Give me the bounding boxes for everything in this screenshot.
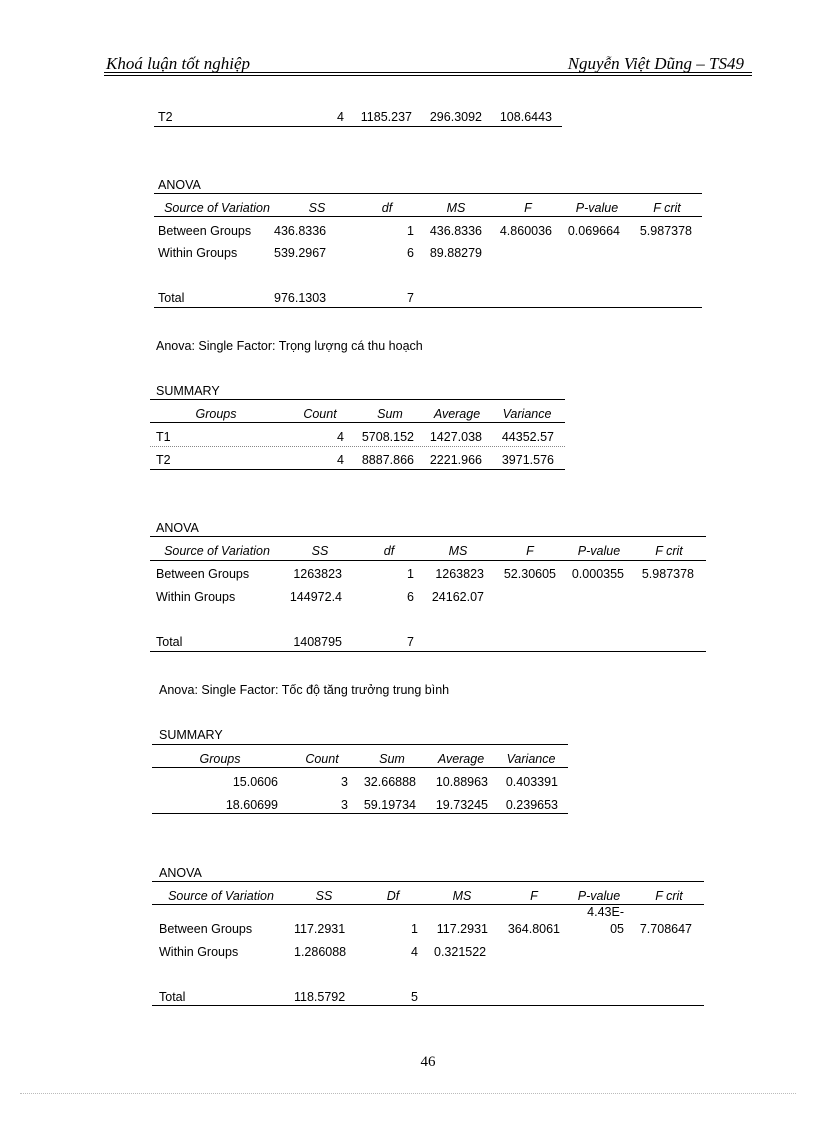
summary-title: SUMMARY — [159, 728, 223, 742]
cell: T2 — [158, 110, 173, 124]
cell: 3 — [341, 798, 348, 812]
summary-title: SUMMARY — [156, 384, 220, 398]
column-header: Count — [303, 407, 337, 421]
column-header: Variance — [506, 752, 556, 766]
table-rule — [152, 881, 704, 882]
cell: T1 — [156, 430, 171, 444]
cell: 10.88963 — [435, 775, 488, 789]
cell: 59.19734 — [363, 798, 416, 812]
cell: 0.321522 — [434, 945, 487, 959]
header-left-text: Khoá luận tốt nghiệp — [106, 54, 251, 73]
table-rule — [154, 193, 702, 194]
cell: 108.6443 — [499, 110, 552, 124]
p-value-cell-line2: 05 — [610, 922, 624, 936]
cell: 1185.237 — [360, 110, 412, 124]
table-rule — [152, 813, 568, 814]
column-header: Source of Variation — [164, 544, 270, 558]
column-header: Df — [386, 889, 400, 903]
column-header: Count — [305, 752, 339, 766]
column-header: Variance — [502, 407, 552, 421]
cell: 19.73245 — [435, 798, 488, 812]
table-rule — [150, 469, 565, 470]
table-rule — [150, 651, 706, 652]
column-header: Groups — [195, 407, 237, 421]
table-rule — [154, 307, 702, 308]
cell: 4 — [337, 110, 344, 124]
column-header: df — [381, 201, 393, 215]
cell: 976.1303 — [274, 291, 327, 305]
cell: 1263823 — [293, 567, 342, 581]
column-header: F — [524, 201, 532, 215]
column-header: MS — [448, 544, 468, 558]
anova-title: ANOVA — [156, 521, 199, 535]
column-header: SS — [315, 889, 333, 903]
cell: 0.069664 — [567, 224, 620, 238]
column-header: Source of Variation — [164, 201, 270, 215]
cell: 4 — [337, 430, 344, 444]
cell: 118.5792 — [294, 990, 346, 1004]
cell: 52.30605 — [503, 567, 556, 581]
table-rule — [154, 216, 702, 217]
cell: 539.2967 — [274, 246, 327, 260]
cell: 364.8061 — [507, 922, 560, 936]
cell: 15.0606 — [232, 775, 278, 789]
header-rule-double — [104, 75, 752, 76]
column-header: P-value — [575, 201, 619, 215]
section-title: Anova: Single Factor: Trọng lượng cá thu hoạch — [156, 339, 423, 353]
cell: 44352.57 — [501, 430, 554, 444]
cell: 5708.152 — [361, 430, 414, 444]
row-divider — [150, 446, 565, 447]
cell: 117.2931 — [294, 922, 346, 936]
cell: 18.60699 — [225, 798, 278, 812]
column-header: P-value — [577, 544, 621, 558]
cell: 3971.576 — [501, 453, 554, 467]
column-header: Average — [437, 752, 485, 766]
column-header: SS — [308, 201, 326, 215]
cell: 4 — [337, 453, 344, 467]
table-rule — [154, 126, 562, 127]
cell: 7.708647 — [639, 922, 692, 936]
cell: 6 — [407, 246, 414, 260]
cell: Between Groups — [159, 922, 253, 936]
table-rule — [150, 560, 706, 561]
column-header: MS — [446, 201, 466, 215]
column-header: F crit — [655, 889, 683, 903]
header-right-text: Nguyễn Việt Dũng – TS49 — [567, 54, 744, 73]
column-header: Groups — [199, 752, 241, 766]
column-header: P-value — [577, 889, 621, 903]
cell: 7 — [407, 291, 414, 305]
cell: 117.2931 — [436, 922, 488, 936]
cell: Total — [156, 635, 183, 649]
cell: 8887.866 — [361, 453, 414, 467]
cell: 0.239653 — [505, 798, 558, 812]
cell: 4 — [411, 945, 418, 959]
cell: Within Groups — [159, 945, 239, 959]
cell: Total — [159, 990, 186, 1004]
cell: 296.3092 — [429, 110, 482, 124]
section-title: Anova: Single Factor: Tốc độ tăng trưởng trung bình — [159, 683, 450, 697]
cell: 436.8336 — [429, 224, 482, 238]
cell: Total — [158, 291, 185, 305]
column-header: MS — [452, 889, 472, 903]
cell: Within Groups — [158, 246, 238, 260]
cell: 436.8336 — [274, 224, 327, 238]
column-header: F — [526, 544, 534, 558]
cell: 1263823 — [435, 567, 484, 581]
cell: 2221.966 — [429, 453, 482, 467]
cell: 1427.038 — [429, 430, 482, 444]
cell: 89.88279 — [429, 246, 482, 260]
cell: 32.66888 — [363, 775, 416, 789]
table-rule — [150, 536, 706, 537]
cell: 1 — [411, 922, 418, 936]
cell: 24162.07 — [431, 590, 484, 604]
cell: Within Groups — [156, 590, 236, 604]
table-rule — [152, 767, 568, 768]
p-value-cell-line1: 4.43E- — [587, 905, 624, 919]
footer-dotted-rule — [20, 1093, 796, 1094]
column-header: Sum — [377, 407, 403, 421]
cell: 1 — [407, 567, 414, 581]
cell: 6 — [407, 590, 414, 604]
column-header: Sum — [379, 752, 405, 766]
column-header: Average — [433, 407, 481, 421]
anova-title: ANOVA — [158, 178, 201, 192]
table-rule — [152, 1005, 704, 1006]
cell: 1 — [407, 224, 414, 238]
column-header: F — [530, 889, 538, 903]
cell: 0.403391 — [505, 775, 558, 789]
cell: 5 — [411, 990, 418, 1004]
cell: 0.000355 — [571, 567, 624, 581]
table-rule — [150, 399, 565, 400]
cell: 3 — [341, 775, 348, 789]
column-header: SS — [311, 544, 329, 558]
anova-title: ANOVA — [159, 866, 202, 880]
cell: 5.987378 — [639, 224, 692, 238]
table-rule — [152, 744, 568, 745]
cell: 7 — [407, 635, 414, 649]
column-header: df — [383, 544, 395, 558]
cell: 5.987378 — [641, 567, 694, 581]
column-header: F crit — [653, 201, 681, 215]
cell: 1408795 — [293, 635, 342, 649]
cell: Between Groups — [158, 224, 252, 238]
header-rule — [104, 72, 752, 73]
page-number: 46 — [420, 1054, 436, 1070]
column-header: Source of Variation — [168, 889, 274, 903]
column-header: F crit — [655, 544, 683, 558]
cell: 1.286088 — [294, 945, 347, 959]
cell: Between Groups — [156, 567, 250, 581]
cell: T2 — [156, 453, 171, 467]
cell: 144972.4 — [289, 590, 342, 604]
cell: 4.860036 — [499, 224, 552, 238]
table-rule — [150, 422, 565, 423]
